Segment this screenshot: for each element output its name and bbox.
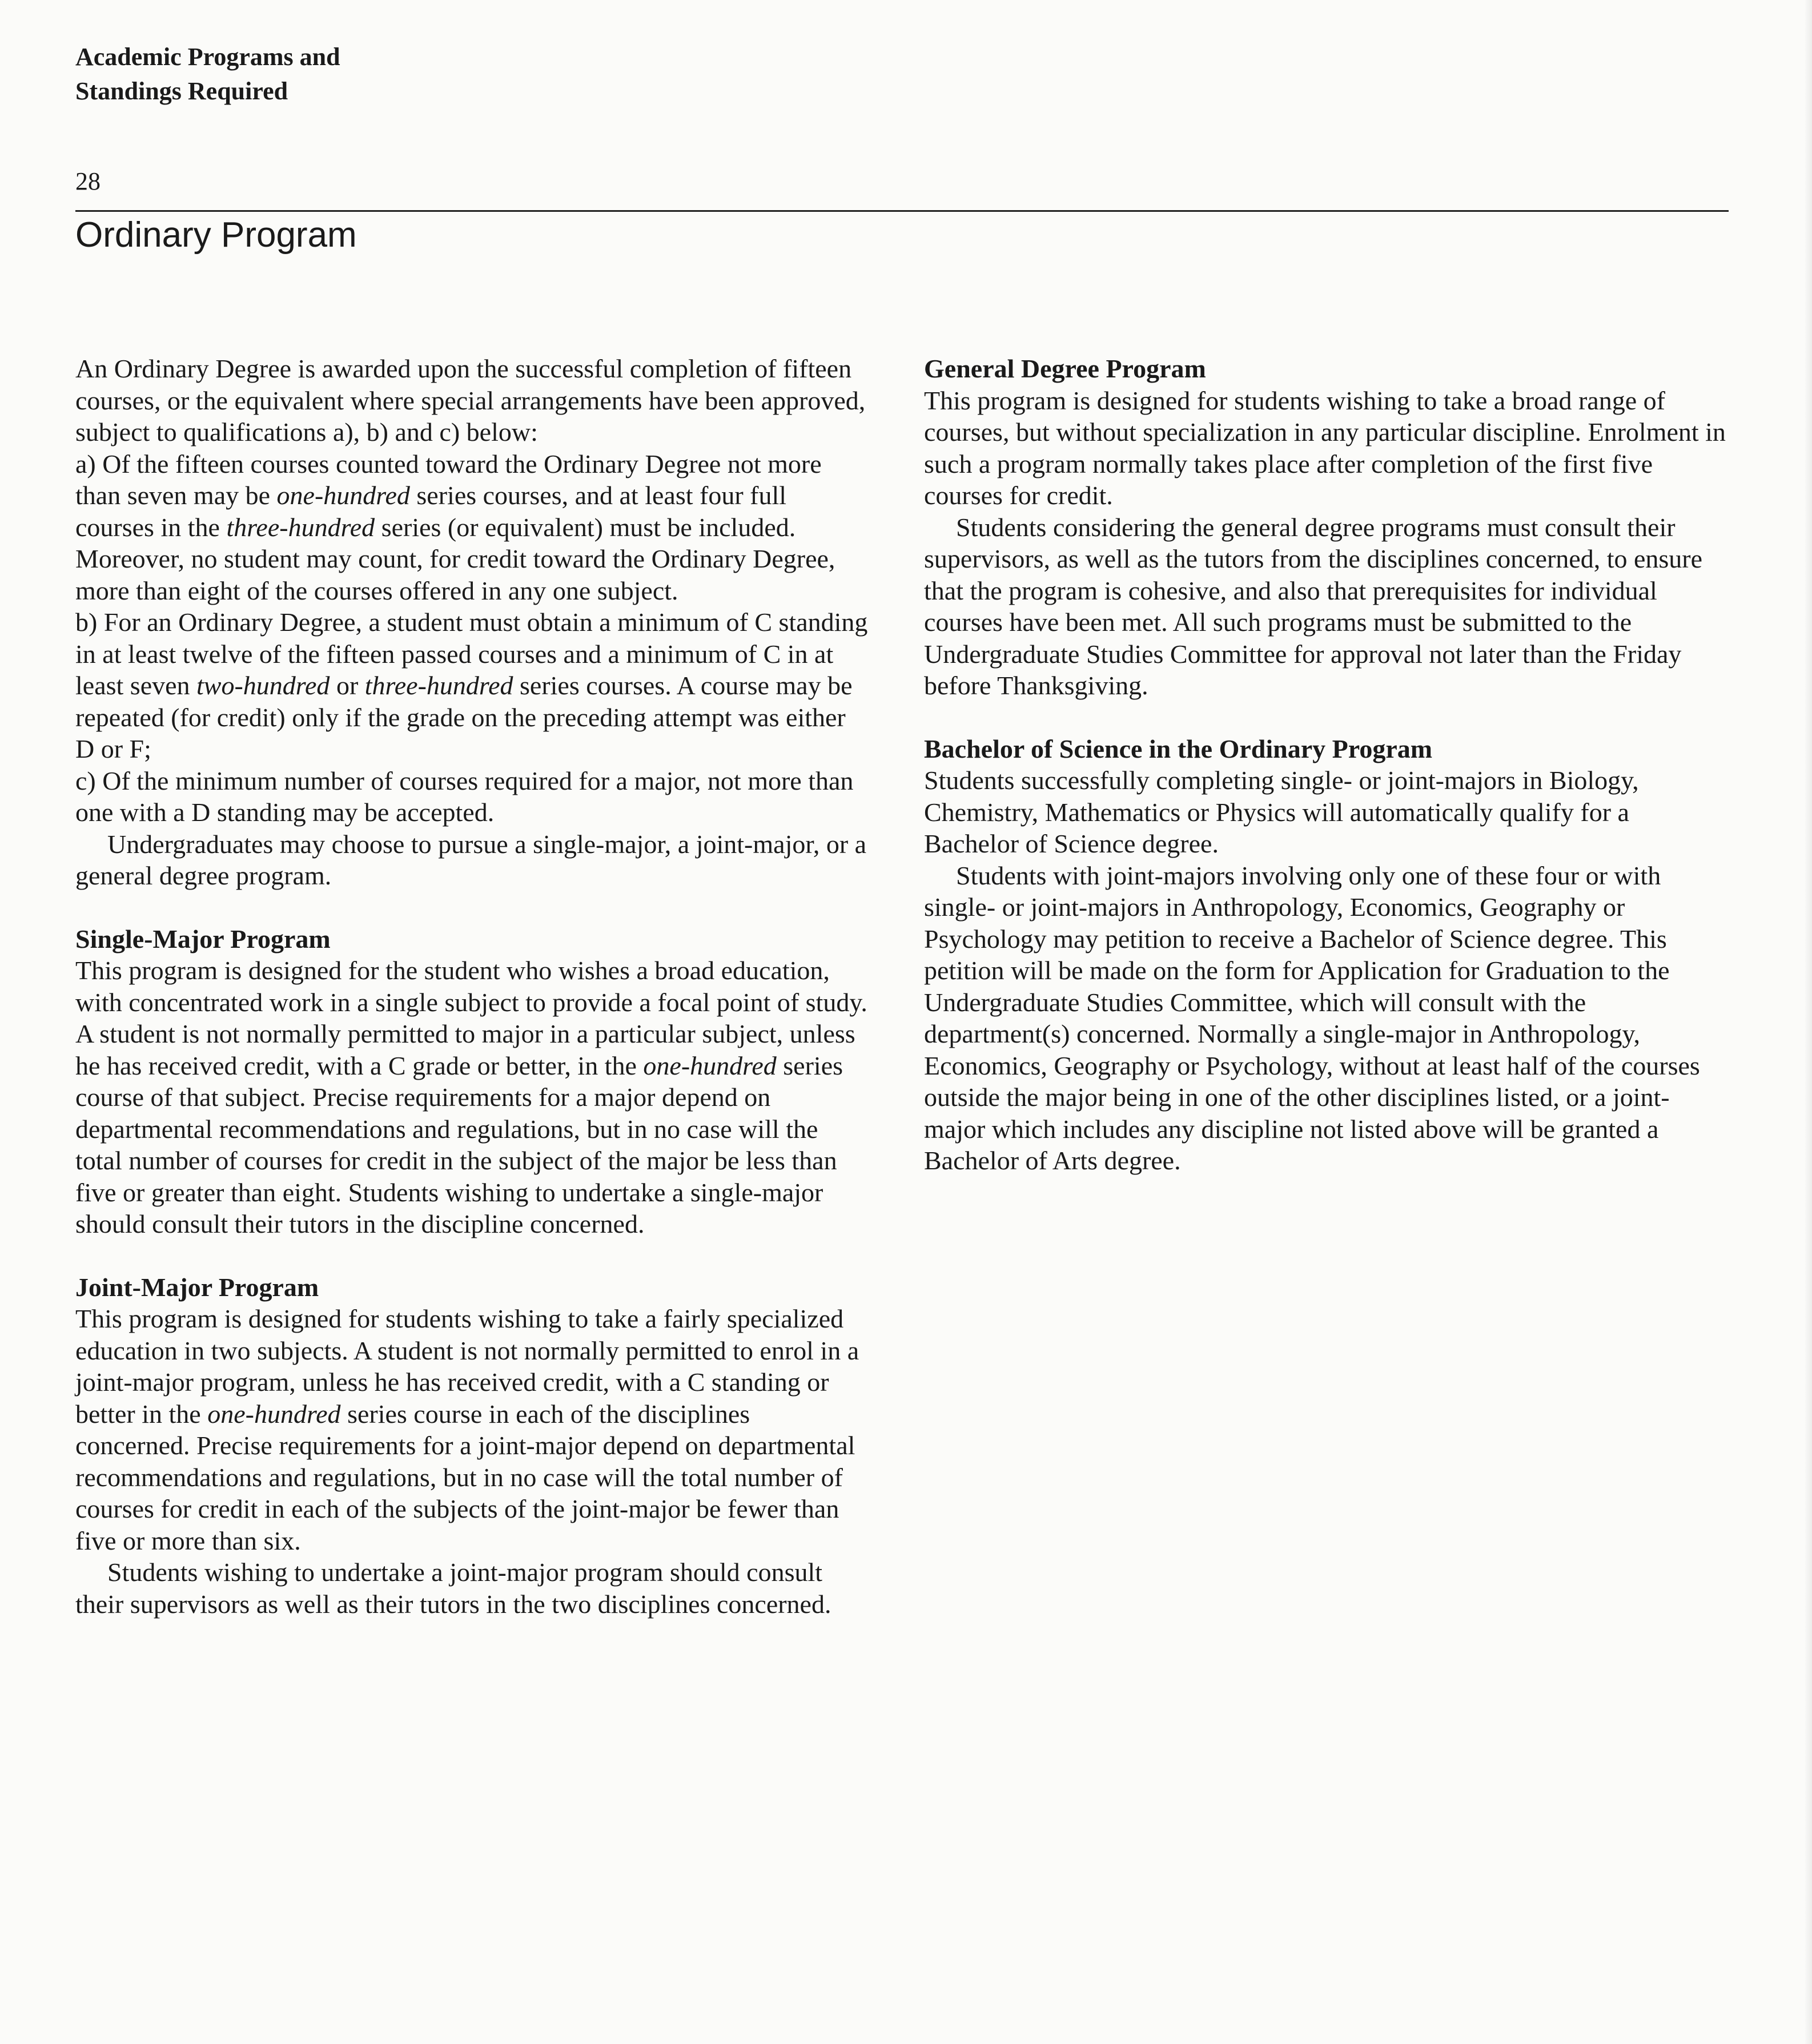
general-degree-heading: General Degree Program — [924, 354, 1206, 383]
qualification-b-emphasis-1: two-hundred — [196, 671, 330, 700]
bachelor-of-science-paragraph-1: Students successfully completing single- or joint-majors in Biology, Chemistry, Mathematics or Physics will automatically qualify for a Bachelor of Science degree. — [924, 766, 1639, 858]
general-degree-section — [924, 353, 1726, 702]
joint-major-text-1: This program is designed for students wishing to take a fairly specialized education in two subjects. A student is not normally permitted to enrol in a joint-major program, unless he has received credit, with a C standing or better in the — [75, 1304, 859, 1429]
bachelor-of-science-paragraph-2: Students with joint-majors involving only one of these four or with single- or joint-majors in Anthropology, Economics, Geography or Psychology may petition to receive a Bachelor of Science degree. This petition will be made on the form for Application for Graduation to the Undergraduate Studies Committee, which will consult with the department(s) concerned. Normally a single-major in Anthropology, Economics, Geography or Psychology, without at least half of the courses outside the major being in one of the other disciplines listed, or a joint-major which includes any discipline not listed above will be granted a Bachelor of Arts degree. — [924, 860, 1700, 1175]
scan-edge-shadow — [1804, 0, 1812, 2044]
single-major-heading: Single-Major Program — [75, 924, 331, 953]
qualification-a-text-3: series (or equivalent) must be included. Moreover, no student may count, for credit toward the Ordinary Degree, more than eight of the courses offered in any one subject. — [75, 512, 835, 605]
left-column — [75, 353, 869, 1651]
running-title-line-1: Academic Programs and — [75, 43, 340, 71]
single-major-emphasis: one-hundred — [643, 1051, 777, 1080]
page-number: 28 — [75, 167, 101, 195]
intro-paragraph: An Ordinary Degree is awarded upon the successful completion of fifteen courses, or the equivalent where special arrangements have been approved, subject to qualifications a), b) and c) below: — [75, 354, 866, 446]
header-rule — [75, 210, 1729, 212]
joint-major-text-2: series course in each of the disciplines concerned. Precise requirements for a joint-major depend on departmental recommendations and regulations, but in no case will the total number of courses for credit in each of the subjects of the joint-major be fewer than five or more than six. — [75, 1399, 855, 1555]
qualification-b-text-2: or — [330, 671, 365, 700]
qualification-b-emphasis-2: three-hundred — [364, 671, 513, 700]
qualifications-block — [75, 353, 869, 892]
qualification-a-text-2: series courses, and at least four full courses in the — [75, 481, 787, 542]
single-major-text-2: series course of that subject. Precise requirements for a major depend on departmental recommendations and regulations, but in no case will the total number of courses for credit in the subject of the major be less than five or greater than eight. Students wishing to undertake a single-major should consult their tutors in the discipline concerned. — [75, 1051, 843, 1238]
joint-major-emphasis: one-hundred — [207, 1399, 341, 1429]
joint-major-consult-paragraph: Students wishing to undertake a joint-major program should consult their supervisors as well as their tutors in the two disciplines concerned. — [75, 1558, 831, 1619]
qualification-a-text-1: a) Of the fifteen courses counted toward the Ordinary Degree not more than seven may be — [75, 449, 822, 510]
qualification-b — [75, 606, 869, 765]
joint-major-section — [75, 1272, 869, 1620]
program-choice-paragraph: Undergraduates may choose to pursue a single-major, a joint-major, or a general degree program. — [75, 829, 867, 890]
qualification-a-emphasis-1: one-hundred — [276, 481, 410, 510]
bachelor-of-science-section — [924, 733, 1726, 1177]
qualification-b-text-3: series courses. A course may be repeated (for credit) only if the grade on the preceding attempt was either D or F; — [75, 671, 853, 763]
single-major-paragraph — [75, 955, 869, 1240]
right-column — [924, 353, 1726, 1208]
single-major-text-1: This program is designed for the student who wishes a broad education, with concentrated work in a single subject to provide a focal point of study. A student is not normally permitted to major in a particular subject, unless he has received credit, with a C grade or better, in the — [75, 956, 867, 1080]
joint-major-heading: Joint-Major Program — [75, 1272, 319, 1302]
bachelor-of-science-heading: Bachelor of Science in the Ordinary Program — [924, 734, 1433, 763]
single-major-section — [75, 923, 869, 1240]
joint-major-paragraph — [75, 1303, 869, 1556]
section-title: Ordinary Program — [75, 215, 357, 255]
running-title-line-2: Standings Required — [75, 77, 288, 105]
qualification-a-emphasis-2: three-hundred — [226, 512, 375, 542]
qualification-c: c) Of the minimum number of courses required for a major, not more than one with a D standing may be accepted. — [75, 766, 854, 827]
general-degree-paragraph-1: This program is designed for students wishing to take a broad range of courses, but without specialization in any particular discipline. Enrolment in such a program normally takes place after completion of the first five courses for credit. — [924, 385, 1726, 510]
qualification-b-text-1: b) For an Ordinary Degree, a student must obtain a minimum of C standing in at least twelve of the fifteen passed courses and a minimum of C in at least seven — [75, 607, 868, 700]
running-header — [75, 40, 340, 108]
qualification-a — [75, 448, 869, 607]
general-degree-paragraph-2: Students considering the general degree programs must consult their supervisors, as well as the tutors from the disciplines concerned, to ensure that the program is cohesive, and also that prerequisites for individual courses have been met. All such programs must be submitted to the Undergraduate Studies Committee for approval not later than the Friday before Thanksgiving. — [924, 512, 1703, 700]
